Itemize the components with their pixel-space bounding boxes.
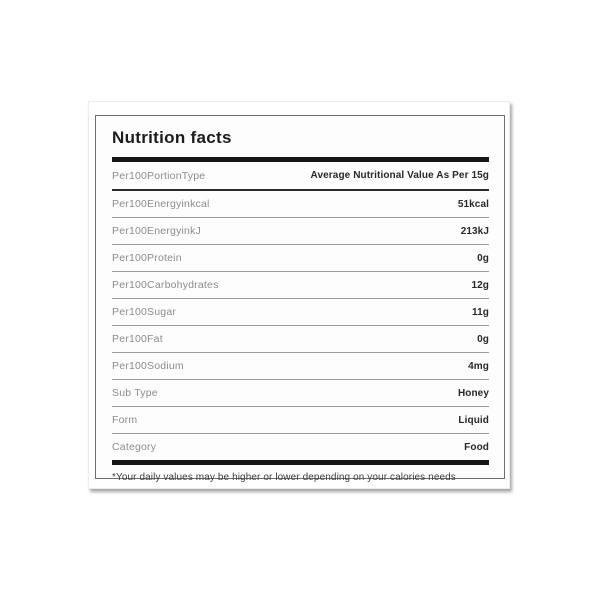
row-label: Per100Sodium [112,360,184,372]
row-value: 12g [471,279,489,291]
nutrition-card [88,101,510,489]
table-row [112,191,489,218]
table-row [112,245,489,272]
row-value: 213kJ [460,225,489,237]
table-row [112,272,489,299]
header-row-value: Average Nutritional Value As Per 15g [310,170,489,181]
row-label: Per100Sugar [112,306,177,318]
nutrition-rows [112,191,489,460]
row-value: 51kcal [457,198,489,210]
row-label: Sub Type [112,387,158,399]
table-row [112,434,489,460]
row-label: Per100EnergyinkJ [112,225,201,237]
row-value: Liquid [458,414,489,426]
table-header-row [112,162,489,191]
row-label: Per100Energyinkcal [112,198,210,210]
row-value: 11g [472,306,489,318]
table-row [112,299,489,326]
row-value: 0g [477,252,489,264]
row-value: 0g [477,333,489,345]
nutrition-title: Nutrition facts [112,128,232,147]
nutrition-label-box [95,115,505,483]
header-row-label: Per100PortionType [112,169,206,182]
table-row [112,407,489,434]
table-row [112,353,489,380]
row-value: Food [464,441,489,453]
row-label: Per100Fat [112,333,163,345]
row-label: Per100Carbohydrates [112,279,219,291]
table-row [112,380,489,407]
table-row [112,326,489,353]
row-value: 4mg [468,360,489,372]
row-label: Form [112,414,138,426]
footnote: *Your daily values may be higher or lower depending on your calories needs [112,472,456,483]
row-value: Honey [457,387,489,399]
row-label: Per100Protein [112,252,182,264]
table-row [112,218,489,245]
row-label: Category [112,441,157,453]
divider-thick-bottom [112,460,489,465]
